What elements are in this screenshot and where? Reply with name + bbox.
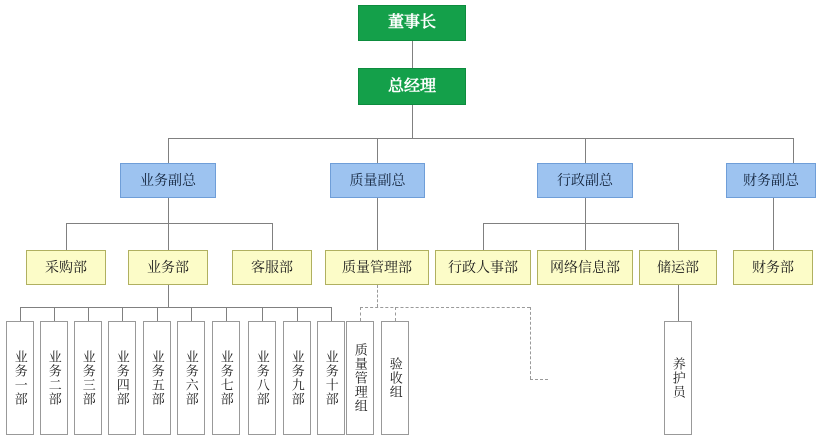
- connector-team1-drop: [20, 307, 21, 321]
- node-vp-finance[interactable]: [726, 163, 816, 198]
- connector-team6-drop: [191, 307, 192, 321]
- connector-quality-groups-bar: [360, 307, 530, 308]
- connector-team9-drop: [297, 307, 298, 321]
- connector-quality-groups-down: [377, 285, 378, 307]
- connector-quality-right-foot: [530, 379, 548, 380]
- node-dept-quality-management[interactable]: [325, 250, 429, 285]
- node-team-business-1[interactable]: [6, 321, 34, 435]
- node-dept-quality-management-label: 质量管理部: [342, 259, 412, 276]
- node-vp-quality[interactable]: [330, 163, 425, 198]
- connector-dept-purchasing-drop: [66, 223, 67, 250]
- node-vp-finance-label: 财务副总: [743, 172, 799, 189]
- connector-team-bar: [20, 307, 332, 308]
- connector-vp-business-drop: [168, 138, 169, 163]
- connector-team8-drop: [262, 307, 263, 321]
- connector-quality-right-edge: [530, 307, 531, 379]
- connector-dept-cs-drop: [272, 223, 273, 250]
- node-vp-quality-label: 质量副总: [349, 172, 406, 189]
- node-dept-purchasing[interactable]: [26, 250, 106, 285]
- connector-vpfinance-down: [773, 198, 774, 250]
- node-team-business-3-label: 业务三部: [80, 350, 96, 406]
- node-dept-business[interactable]: [128, 250, 208, 285]
- node-dept-finance[interactable]: [733, 250, 813, 285]
- node-team-business-10-label: 业务十部: [323, 350, 339, 406]
- node-team-business-6-label: 业务六部: [183, 350, 199, 406]
- node-team-business-10[interactable]: [317, 321, 345, 435]
- node-team-business-8-label: 业务八部: [254, 350, 270, 406]
- connector-dept-business-drop: [168, 223, 169, 250]
- node-dept-admin-hr-label: 行政人事部: [448, 259, 518, 276]
- node-dept-business-label: 业务部: [147, 259, 189, 276]
- connector-vpquality-down: [377, 198, 378, 250]
- node-general-manager-label: 总经理: [387, 77, 436, 95]
- connector-team10-drop: [331, 307, 332, 321]
- connector-team7-drop: [226, 307, 227, 321]
- node-dept-storage-transport[interactable]: [639, 250, 717, 285]
- node-team-business-5[interactable]: [143, 321, 171, 435]
- node-vp-business[interactable]: [120, 163, 216, 198]
- connector-gm-down: [412, 105, 413, 138]
- node-team-business-9-label: 业务九部: [289, 350, 305, 406]
- connector-dept-network-drop: [585, 223, 586, 250]
- connector-qualitygroup-drop: [360, 307, 361, 321]
- connector-vp-finance-drop: [793, 138, 794, 163]
- connector-vp-admin-drop: [585, 138, 586, 163]
- node-chairman[interactable]: [358, 5, 466, 41]
- node-team-maintenance-label: 养护员: [670, 357, 686, 399]
- connector-team5-drop: [157, 307, 158, 321]
- node-dept-network-info[interactable]: [537, 250, 633, 285]
- connector-dept-adminhr-drop: [483, 223, 484, 250]
- node-vp-admin-label: 行政副总: [557, 172, 613, 189]
- node-vp-business-label: 业务副总: [140, 172, 196, 189]
- connector-acceptgroup-drop: [395, 307, 396, 321]
- node-team-quality-group-label: 质量管理组: [352, 343, 368, 413]
- node-team-maintenance[interactable]: [664, 321, 692, 435]
- node-dept-finance-label: 财务部: [752, 259, 794, 276]
- node-team-business-7-label: 业务七部: [218, 350, 234, 406]
- node-team-business-2-label: 业务二部: [46, 350, 62, 406]
- connector-vpbus-down: [168, 198, 169, 223]
- connector-team4-drop: [122, 307, 123, 321]
- node-team-acceptance-group-label: 验收组: [387, 357, 403, 399]
- connector-team3-drop: [88, 307, 89, 321]
- connector-bus-dept-bar: [66, 223, 272, 224]
- connector-team2-drop: [54, 307, 55, 321]
- node-dept-customer-service-label: 客服部: [251, 259, 293, 276]
- node-team-business-2[interactable]: [40, 321, 68, 435]
- node-chairman-label: 董事长: [387, 14, 436, 32]
- node-team-quality-group[interactable]: [346, 321, 374, 435]
- connector-vp-quality-drop: [377, 138, 378, 163]
- node-dept-network-info-label: 网络信息部: [550, 259, 620, 276]
- node-team-business-3[interactable]: [74, 321, 102, 435]
- connector-admin-dept-bar: [483, 223, 678, 224]
- node-dept-storage-transport-label: 储运部: [657, 259, 699, 276]
- node-general-manager[interactable]: [358, 68, 466, 105]
- node-dept-customer-service[interactable]: [232, 250, 312, 285]
- connector-businessdept-down: [168, 285, 169, 307]
- node-team-business-6[interactable]: [177, 321, 205, 435]
- node-team-business-9[interactable]: [283, 321, 311, 435]
- connector-vpadmin-down: [585, 198, 586, 223]
- node-team-business-4-label: 业务四部: [114, 350, 130, 406]
- node-team-business-8[interactable]: [248, 321, 276, 435]
- node-team-business-1-label: 业务一部: [12, 350, 28, 406]
- node-team-business-4[interactable]: [108, 321, 136, 435]
- node-team-business-5-label: 业务五部: [149, 350, 165, 406]
- connector-chairman-gm: [412, 41, 413, 68]
- connector-vp-bus: [168, 138, 793, 139]
- connector-dept-storage-drop: [678, 223, 679, 250]
- node-team-acceptance-group[interactable]: [381, 321, 409, 435]
- node-dept-purchasing-label: 采购部: [45, 259, 87, 276]
- connector-storage-maintenance: [678, 285, 679, 321]
- node-dept-admin-hr[interactable]: [435, 250, 531, 285]
- node-team-business-7[interactable]: [212, 321, 240, 435]
- node-vp-admin[interactable]: [537, 163, 633, 198]
